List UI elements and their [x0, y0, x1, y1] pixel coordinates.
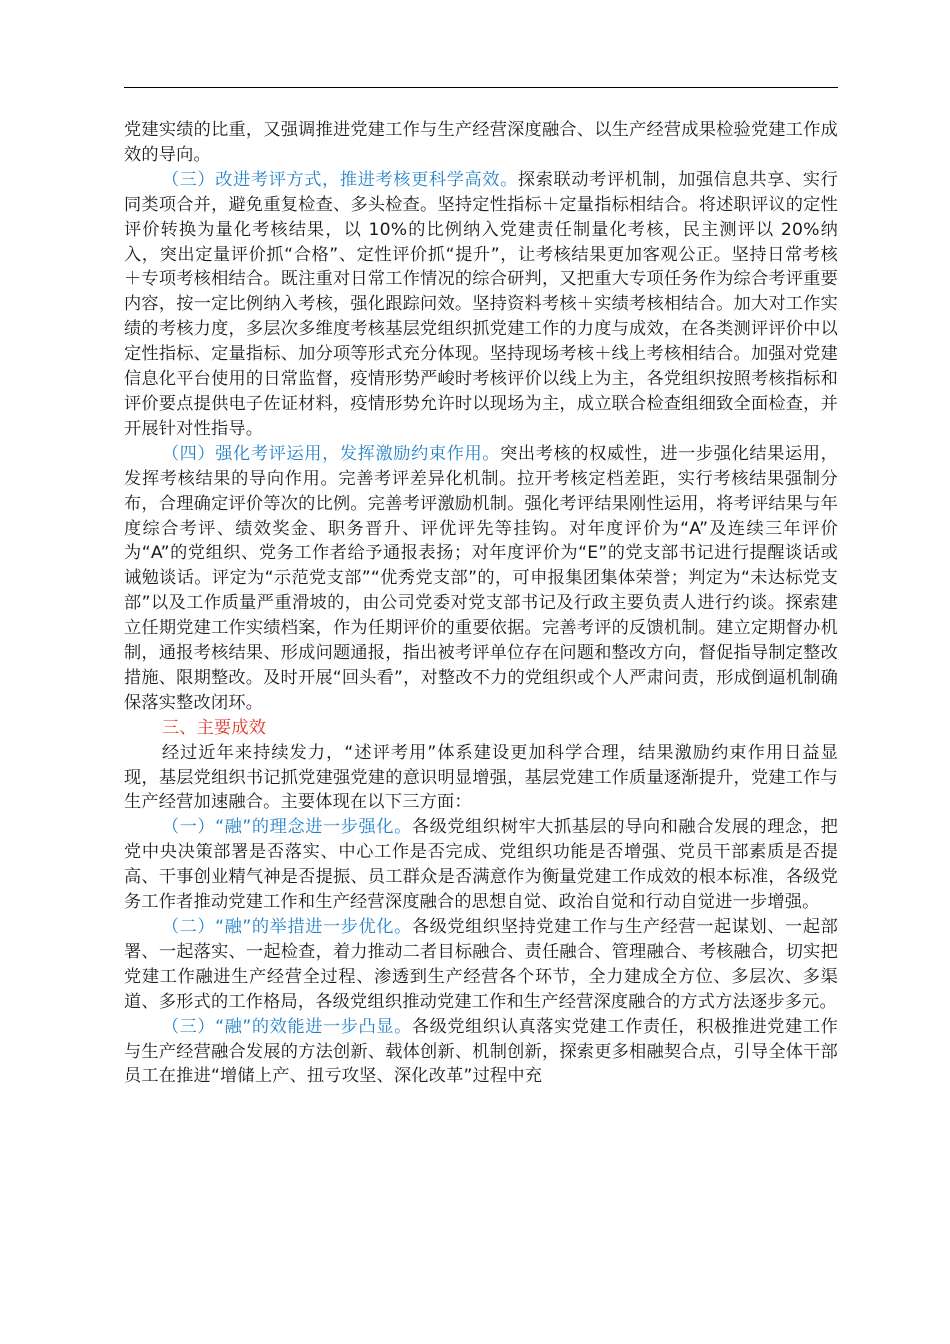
paragraph-text: 党建实绩的比重，又强调推进党建工作与生产经营深度融合、以生产经营成果检验党建工作成效的导向。 — [124, 120, 838, 165]
section-title-results — [124, 716, 838, 741]
paragraph-text: 探索联动考评机制，加强信息共享、实行同类项合并，避免重复检查、多头检查。坚持定性指标＋定量指标相结合。将述职评议的定性评价转换为量化考核结果，以 10%的比例纳入党建责任制量化考核，民主测评以 20%纳入，突出定量评价抓“合格”、定性评价抓“提升”，让考核结果更加客观公正。坚持日常考核＋专项考核相结合。既注重对日常工作情况的综合研判，又把重大专项任务作为综合考评重要内容，按一定比例纳入考核，强化跟踪问效。坚持资料考核＋实绩考核相结合。加大对工作实绩的考核力度，多层次多维度考核基层党组织抓党建工作的力度与成效，在各类测评评价中以定性指标、定量指标、加分项等形式充分体现。坚持现场考核＋线上考核相结合。加强对党建信息化平台使用的日常监督，疫情形势严峻时考核评价以线上为主，各党组织按照考核指标和评价要点提供电子佐证材料，疫情形势允许时以现场为主，成立联合检查组细致全面检查，并开展针对性指导。 — [124, 169, 838, 439]
paragraph-continuation — [124, 118, 838, 168]
paragraph-text: 各级党组织认真落实党建工作责任，积极推进党建工作与生产经营融合发展的方法创新、载体创新、机制创新，探索更多相融契合点，引导全体干部员工在推进“增储上产、扭亏攻坚、深化改革”过程中充 — [124, 1016, 838, 1087]
paragraph-text: 各级党组织坚持党建工作与生产经营一起谋划、一起部署、一起落实、一起检查，着力推动二者目标融合、责任融合、管理融合、考核融合，切实把党建工作融进生产经营全过程、渗透到生产经营各个环节，全力建成全方位、多层次、多渠道、多形式的工作格局，各级党组织推动党建工作和生产经营深度融合的方式方法逐步多元。 — [124, 917, 838, 1012]
subsection-heading: （三）“融”的效能进一步凸显。 — [161, 1016, 412, 1037]
document-body — [124, 118, 838, 1089]
header-rule — [124, 87, 838, 88]
paragraph-text: 突出考核的权威性，进一步强化结果运用，发挥考核结果的导向作用。完善考评差异化机制。拉开考核定档差距，实行考核结果强制分布，合理确定评价等次的比例。完善考评激励机制。强化考评结果刚性运用，将考评结果与年度综合考评、绩效奖金、职务晋升、评优评先等挂钩。对年度评价为“A”及连续三年评价为“A”的党组织、党务工作者给予通报表扬；对年度评价为“E”的党支部书记进行提醒谈话或诫勉谈话。评定为“示范党支部”“优秀党支部”的，可申报集团集体荣誉；判定为“未达标党支部”以及工作质量严重滑坡的，由公司党委对党支部书记及行政主要负责人进行约谈。探索建立任期党建工作实绩档案，作为任期评价的重要依据。完善考评的反馈机制。建立定期督办机制，通报考核结果、形成问题通报，指出被考评单位存在问题和整改方向，督促指导制定整改措施、限期整改。及时开展“回头看”，对整改不力的党组织或个人严肃问责，形成倒逼机制确保落实整改闭环。 — [124, 443, 838, 713]
subsection-heading: （三）改进考评方式，推进考核更科学高效。 — [161, 169, 518, 190]
subsection-heading: （二）“融”的举措进一步优化。 — [161, 917, 412, 937]
paragraph-strengthen-application — [124, 442, 838, 716]
paragraph-measures — [124, 915, 838, 1015]
paragraph-results-intro — [124, 741, 838, 816]
paragraph-text: 经过近年来持续发力，“述评考用”体系建设更加科学合理，结果激励约束作用日益显现，基层党组织书记抓党建强党建的意识明显增强，基层党建工作质量逐渐提升，党建工作与生产经营加速融合。主要体现在以下三方面： — [124, 742, 838, 813]
subsection-heading: （四）强化考评运用，发挥激励约束作用。 — [161, 443, 501, 464]
paragraph-improve-evaluation — [124, 168, 838, 442]
section-heading: 三、主要成效 — [161, 717, 267, 738]
paragraph-effectiveness — [124, 1015, 838, 1090]
subsection-heading: （一）“融”的理念进一步强化。 — [161, 817, 412, 838]
paragraph-text: 各级党组织树牢大抓基层的导向和融合发展的理念，把党中央决策部署是否落实、中心工作是否完成、党组织功能是否增强、党员干部素质是否提高、干事创业精气神是否提振、员工群众是否满意作为衡量党建工作成效的根本标准，各级党务工作者推动党建工作和生产经营深度融合的思想自觉、政治自觉和行动自觉进一步增强。 — [124, 817, 838, 913]
paragraph-concept — [124, 815, 838, 915]
